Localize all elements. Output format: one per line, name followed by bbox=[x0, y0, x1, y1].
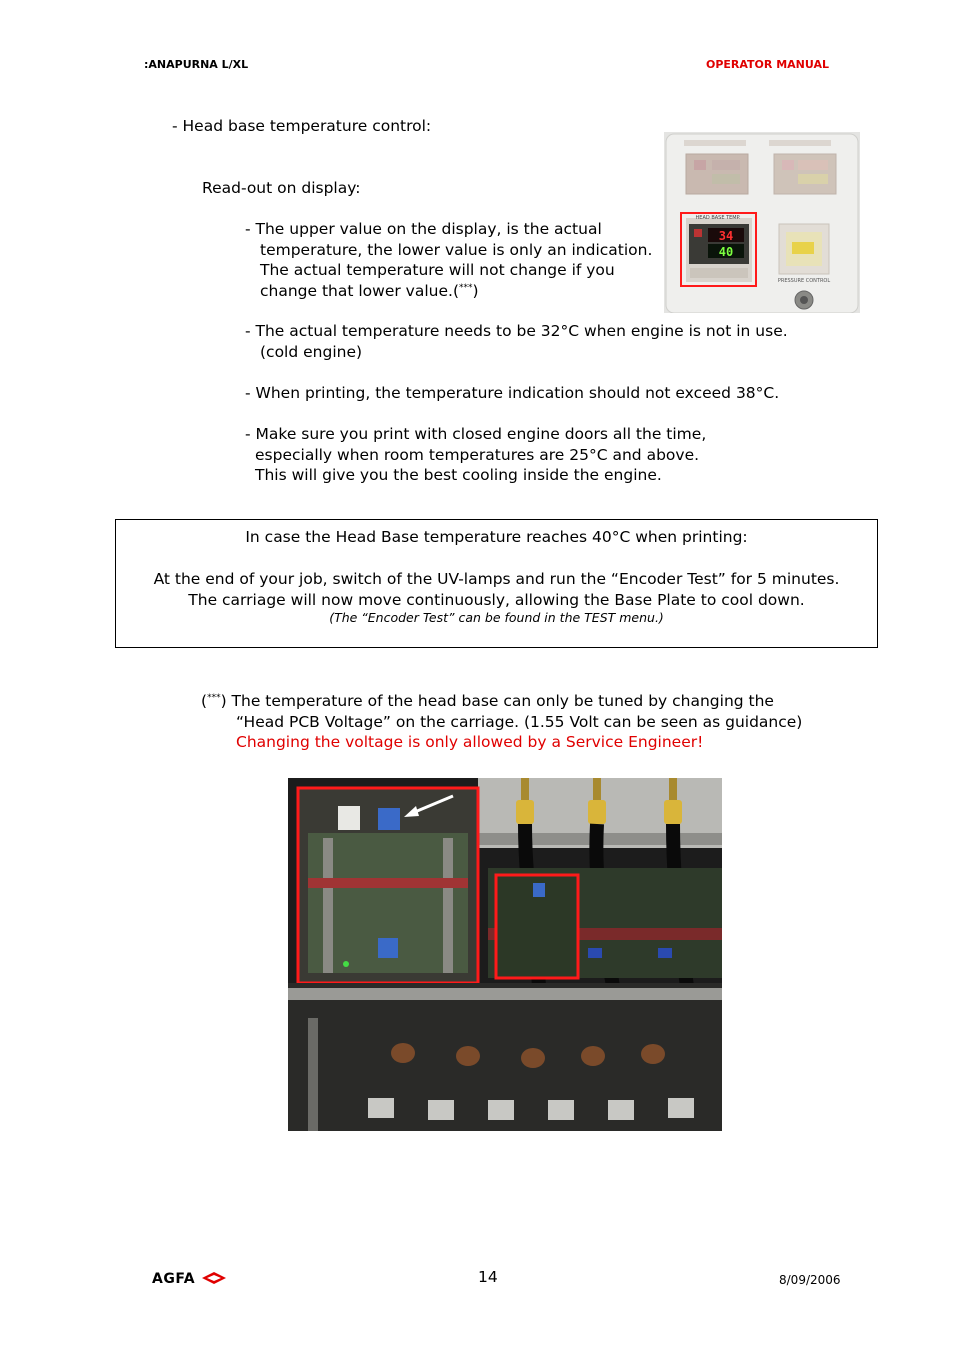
bullet-4-line-1: - Make sure you print with closed engine doors all the time, bbox=[245, 425, 707, 443]
bullet-4-line-3: This will give you the best cooling inside the engine. bbox=[255, 466, 662, 484]
agfa-logo-text: AGFA bbox=[152, 1271, 196, 1287]
head-base-label: HEAD BASE TEMP. bbox=[695, 215, 741, 221]
bullet-2-line-1: - The actual temperature needs to be 32°C when engine is not in use. bbox=[245, 322, 788, 340]
footnote bbox=[201, 691, 802, 753]
footnote-line-2: “Head PCB Voltage” on the carriage. (1.55 Volt can be seen as guidance) bbox=[236, 712, 803, 731]
header-product-name: :ANAPURNA L/XL bbox=[144, 58, 249, 71]
bullet-1-line-2: temperature, the lower value is only an indication. bbox=[260, 240, 653, 259]
bullet-1 bbox=[245, 219, 652, 301]
page-number: 14 bbox=[478, 1268, 498, 1286]
display-lower-value: 40 bbox=[718, 245, 734, 259]
section-heading: - Head base temperature control: bbox=[172, 117, 432, 135]
footnote-line-1: (***) The temperature of the head base can only be tuned by changing the bbox=[201, 692, 774, 710]
footnote-sup: *** bbox=[207, 692, 221, 703]
footnote-warning: Changing the voltage is only allowed by a Service Engineer! bbox=[236, 733, 704, 751]
bullet-2-line-2: (cold engine) bbox=[260, 342, 363, 361]
agfa-rhombus-icon bbox=[201, 1271, 227, 1285]
temperature-controller-photo bbox=[664, 132, 860, 313]
agfa-logo bbox=[152, 1271, 227, 1287]
note-line-2: At the end of your job, switch of the UV-lamps and run the “Encoder Test” for 5 minutes. bbox=[153, 570, 840, 588]
note-line-4: (The “Encoder Test” can be found in the TEST menu.) bbox=[329, 610, 664, 625]
bullet-1-line-4: change that lower value.(***) bbox=[260, 281, 479, 300]
bullet-1-line-3: The actual temperature will not change if you bbox=[260, 261, 615, 279]
note-line-1: In case the Head Base temperature reaches 40°C when printing: bbox=[245, 528, 748, 546]
header-manual-title: OPERATOR MANUAL bbox=[706, 58, 829, 71]
note-instructions bbox=[116, 569, 877, 611]
bullet-2 bbox=[245, 321, 788, 362]
bullet-4-line-2: especially when room temperatures are 25°C and above. bbox=[255, 445, 700, 464]
display-upper-value: 34 bbox=[718, 229, 734, 243]
note-line-3: The carriage will now move continuously, allowing the Base Plate to cool down. bbox=[188, 591, 805, 609]
readout-label: Read-out on display: bbox=[202, 179, 361, 197]
bullet-1-line-1: - The upper value on the display, is the actual bbox=[245, 220, 602, 238]
warning-note-box bbox=[115, 519, 878, 648]
carriage-pcb-photo bbox=[288, 778, 722, 1131]
pressure-control-label: PRESSURE CONTROL bbox=[777, 278, 831, 284]
bullet-4 bbox=[245, 424, 706, 486]
footnote-marker: *** bbox=[459, 282, 473, 293]
document-date: 8/09/2006 bbox=[779, 1273, 841, 1287]
bullet-3: - When printing, the temperature indication should not exceed 38°C. bbox=[245, 384, 780, 402]
